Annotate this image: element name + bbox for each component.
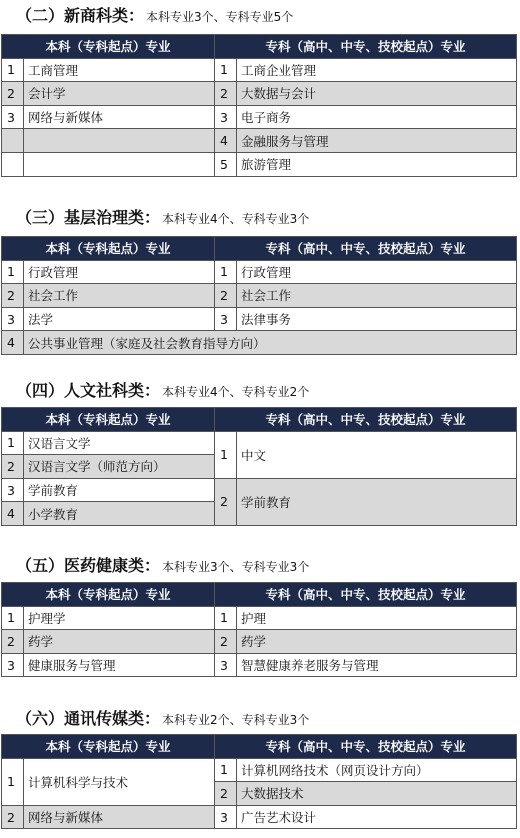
row-number: 1 (2, 758, 24, 805)
majors-table (1, 407, 517, 526)
majors-table (1, 34, 517, 177)
row-number: 1 (2, 431, 24, 455)
college-major: 学前教育 (237, 478, 517, 525)
majors-table (1, 734, 517, 829)
row-number: 3 (2, 653, 24, 677)
row-number: 2 (2, 805, 24, 829)
college-column-header: 专科（高中、中专、技校起点）专业 (215, 35, 517, 59)
table-header-row (2, 237, 517, 261)
section-title: （四）人文社科类： (16, 381, 161, 400)
table-row (2, 630, 517, 654)
undergrad-major: 行政管理 (24, 260, 215, 284)
row-number: 1 (2, 260, 24, 284)
table-row (2, 284, 517, 308)
row-number: 3 (215, 105, 237, 129)
undergrad-major: 法学 (24, 307, 215, 331)
row-number: 4 (2, 502, 24, 526)
college-major: 广告艺术设计 (237, 805, 517, 829)
college-major: 旅游管理 (237, 152, 517, 176)
table-row (2, 653, 517, 677)
undergrad-major: 公共事业管理（家庭及社会教育指导方向） (24, 331, 517, 355)
row-number: 3 (2, 307, 24, 331)
row-number: 3 (215, 307, 237, 331)
row-number: 4 (215, 129, 237, 153)
undergrad-major: 会计学 (24, 82, 215, 106)
section-header (0, 379, 520, 401)
section-subtitle: 本科专业4个、专科专业2个 (162, 385, 310, 399)
table-row (2, 152, 517, 176)
row-number: 2 (215, 82, 237, 106)
undergrad-major: 网络与新媒体 (24, 805, 215, 829)
section-title: （二）新商科类： (16, 6, 145, 25)
college-major: 中文 (237, 431, 517, 478)
college-major: 护理 (237, 606, 517, 630)
college-major: 计算机网络技术（网页设计方向） (237, 758, 517, 782)
table-row (2, 606, 517, 630)
undergrad-major: 护理学 (24, 606, 215, 630)
row-number: 2 (2, 82, 24, 106)
undergrad-major: 药学 (24, 630, 215, 654)
table-row (2, 105, 517, 129)
section-subtitle: 本科专业3个、专科专业3个 (162, 560, 310, 574)
college-major: 大数据技术 (237, 782, 517, 806)
undergrad-column-header: 本科（专科起点）专业 (2, 237, 215, 261)
section-header (0, 707, 520, 729)
undergrad-major: 汉语言文学（师范方向） (24, 455, 215, 479)
table-row (2, 82, 517, 106)
section-title: （三）基层治理类： (16, 208, 161, 227)
college-major: 智慧健康养老服务与管理 (237, 653, 517, 677)
table-row (2, 805, 517, 829)
college-major: 大数据与会计 (237, 82, 517, 106)
undergrad-major: 社会工作 (24, 284, 215, 308)
section-subtitle: 本科专业3个、专科专业5个 (146, 10, 294, 24)
section-header (0, 4, 520, 26)
college-column-header: 专科（高中、中专、技校起点）专业 (215, 237, 517, 261)
college-major: 药学 (237, 630, 517, 654)
table-row (2, 58, 517, 82)
majors-table (1, 236, 517, 355)
college-major: 行政管理 (237, 260, 517, 284)
table-row (2, 758, 517, 782)
row-number: 2 (2, 630, 24, 654)
section-title: （五）医药健康类： (16, 556, 161, 575)
undergrad-major: 小学教育 (24, 502, 215, 526)
undergrad-major: 汉语言文学 (24, 431, 215, 455)
row-number: 1 (215, 58, 237, 82)
row-number: 2 (215, 782, 237, 806)
row-number: 1 (2, 58, 24, 82)
table-row (2, 307, 517, 331)
college-major: 电子商务 (237, 105, 517, 129)
row-number: 1 (215, 606, 237, 630)
row-number (2, 129, 24, 153)
college-major: 法律事务 (237, 307, 517, 331)
row-number: 1 (215, 260, 237, 284)
table-row (2, 260, 517, 284)
table-header-row (2, 408, 517, 432)
undergrad-major (24, 129, 215, 153)
majors-table (1, 582, 517, 677)
row-number: 1 (215, 758, 237, 782)
undergrad-major: 健康服务与管理 (24, 653, 215, 677)
row-number: 2 (2, 455, 24, 479)
row-number: 2 (215, 284, 237, 308)
undergrad-major: 工商管理 (24, 58, 215, 82)
table-row (2, 129, 517, 153)
undergrad-column-header: 本科（专科起点）专业 (2, 408, 215, 432)
row-number: 3 (2, 105, 24, 129)
table-header-row (2, 583, 517, 607)
college-column-header: 专科（高中、中专、技校起点）专业 (215, 735, 517, 759)
college-major: 金融服务与管理 (237, 129, 517, 153)
row-number: 2 (2, 284, 24, 308)
undergrad-major (24, 152, 215, 176)
row-number: 4 (2, 331, 24, 355)
undergrad-column-header: 本科（专科起点）专业 (2, 583, 215, 607)
section-header (0, 206, 520, 228)
row-number: 3 (2, 478, 24, 502)
row-number: 3 (215, 805, 237, 829)
row-number: 2 (215, 478, 237, 525)
college-column-header: 专科（高中、中专、技校起点）专业 (215, 408, 517, 432)
table-row (2, 478, 517, 502)
table-header-row (2, 35, 517, 59)
row-number: 5 (215, 152, 237, 176)
row-number: 1 (2, 606, 24, 630)
undergrad-column-header: 本科（专科起点）专业 (2, 735, 215, 759)
college-column-header: 专科（高中、中专、技校起点）专业 (215, 583, 517, 607)
table-row (2, 431, 517, 455)
undergrad-major: 学前教育 (24, 478, 215, 502)
undergrad-major: 计算机科学与技术 (24, 758, 215, 805)
row-number: 2 (215, 630, 237, 654)
college-major: 社会工作 (237, 284, 517, 308)
section-subtitle: 本科专业4个、专科专业3个 (162, 212, 310, 226)
section-title: （六）通讯传媒类： (16, 709, 161, 728)
table-header-row (2, 735, 517, 759)
undergrad-major: 网络与新媒体 (24, 105, 215, 129)
table-row (2, 331, 517, 355)
section-header (0, 554, 520, 576)
row-number: 3 (215, 653, 237, 677)
section-subtitle: 本科专业2个、专科专业3个 (162, 713, 310, 727)
college-major: 工商企业管理 (237, 58, 517, 82)
row-number: 1 (215, 431, 237, 478)
undergrad-column-header: 本科（专科起点）专业 (2, 35, 215, 59)
row-number (2, 152, 24, 176)
